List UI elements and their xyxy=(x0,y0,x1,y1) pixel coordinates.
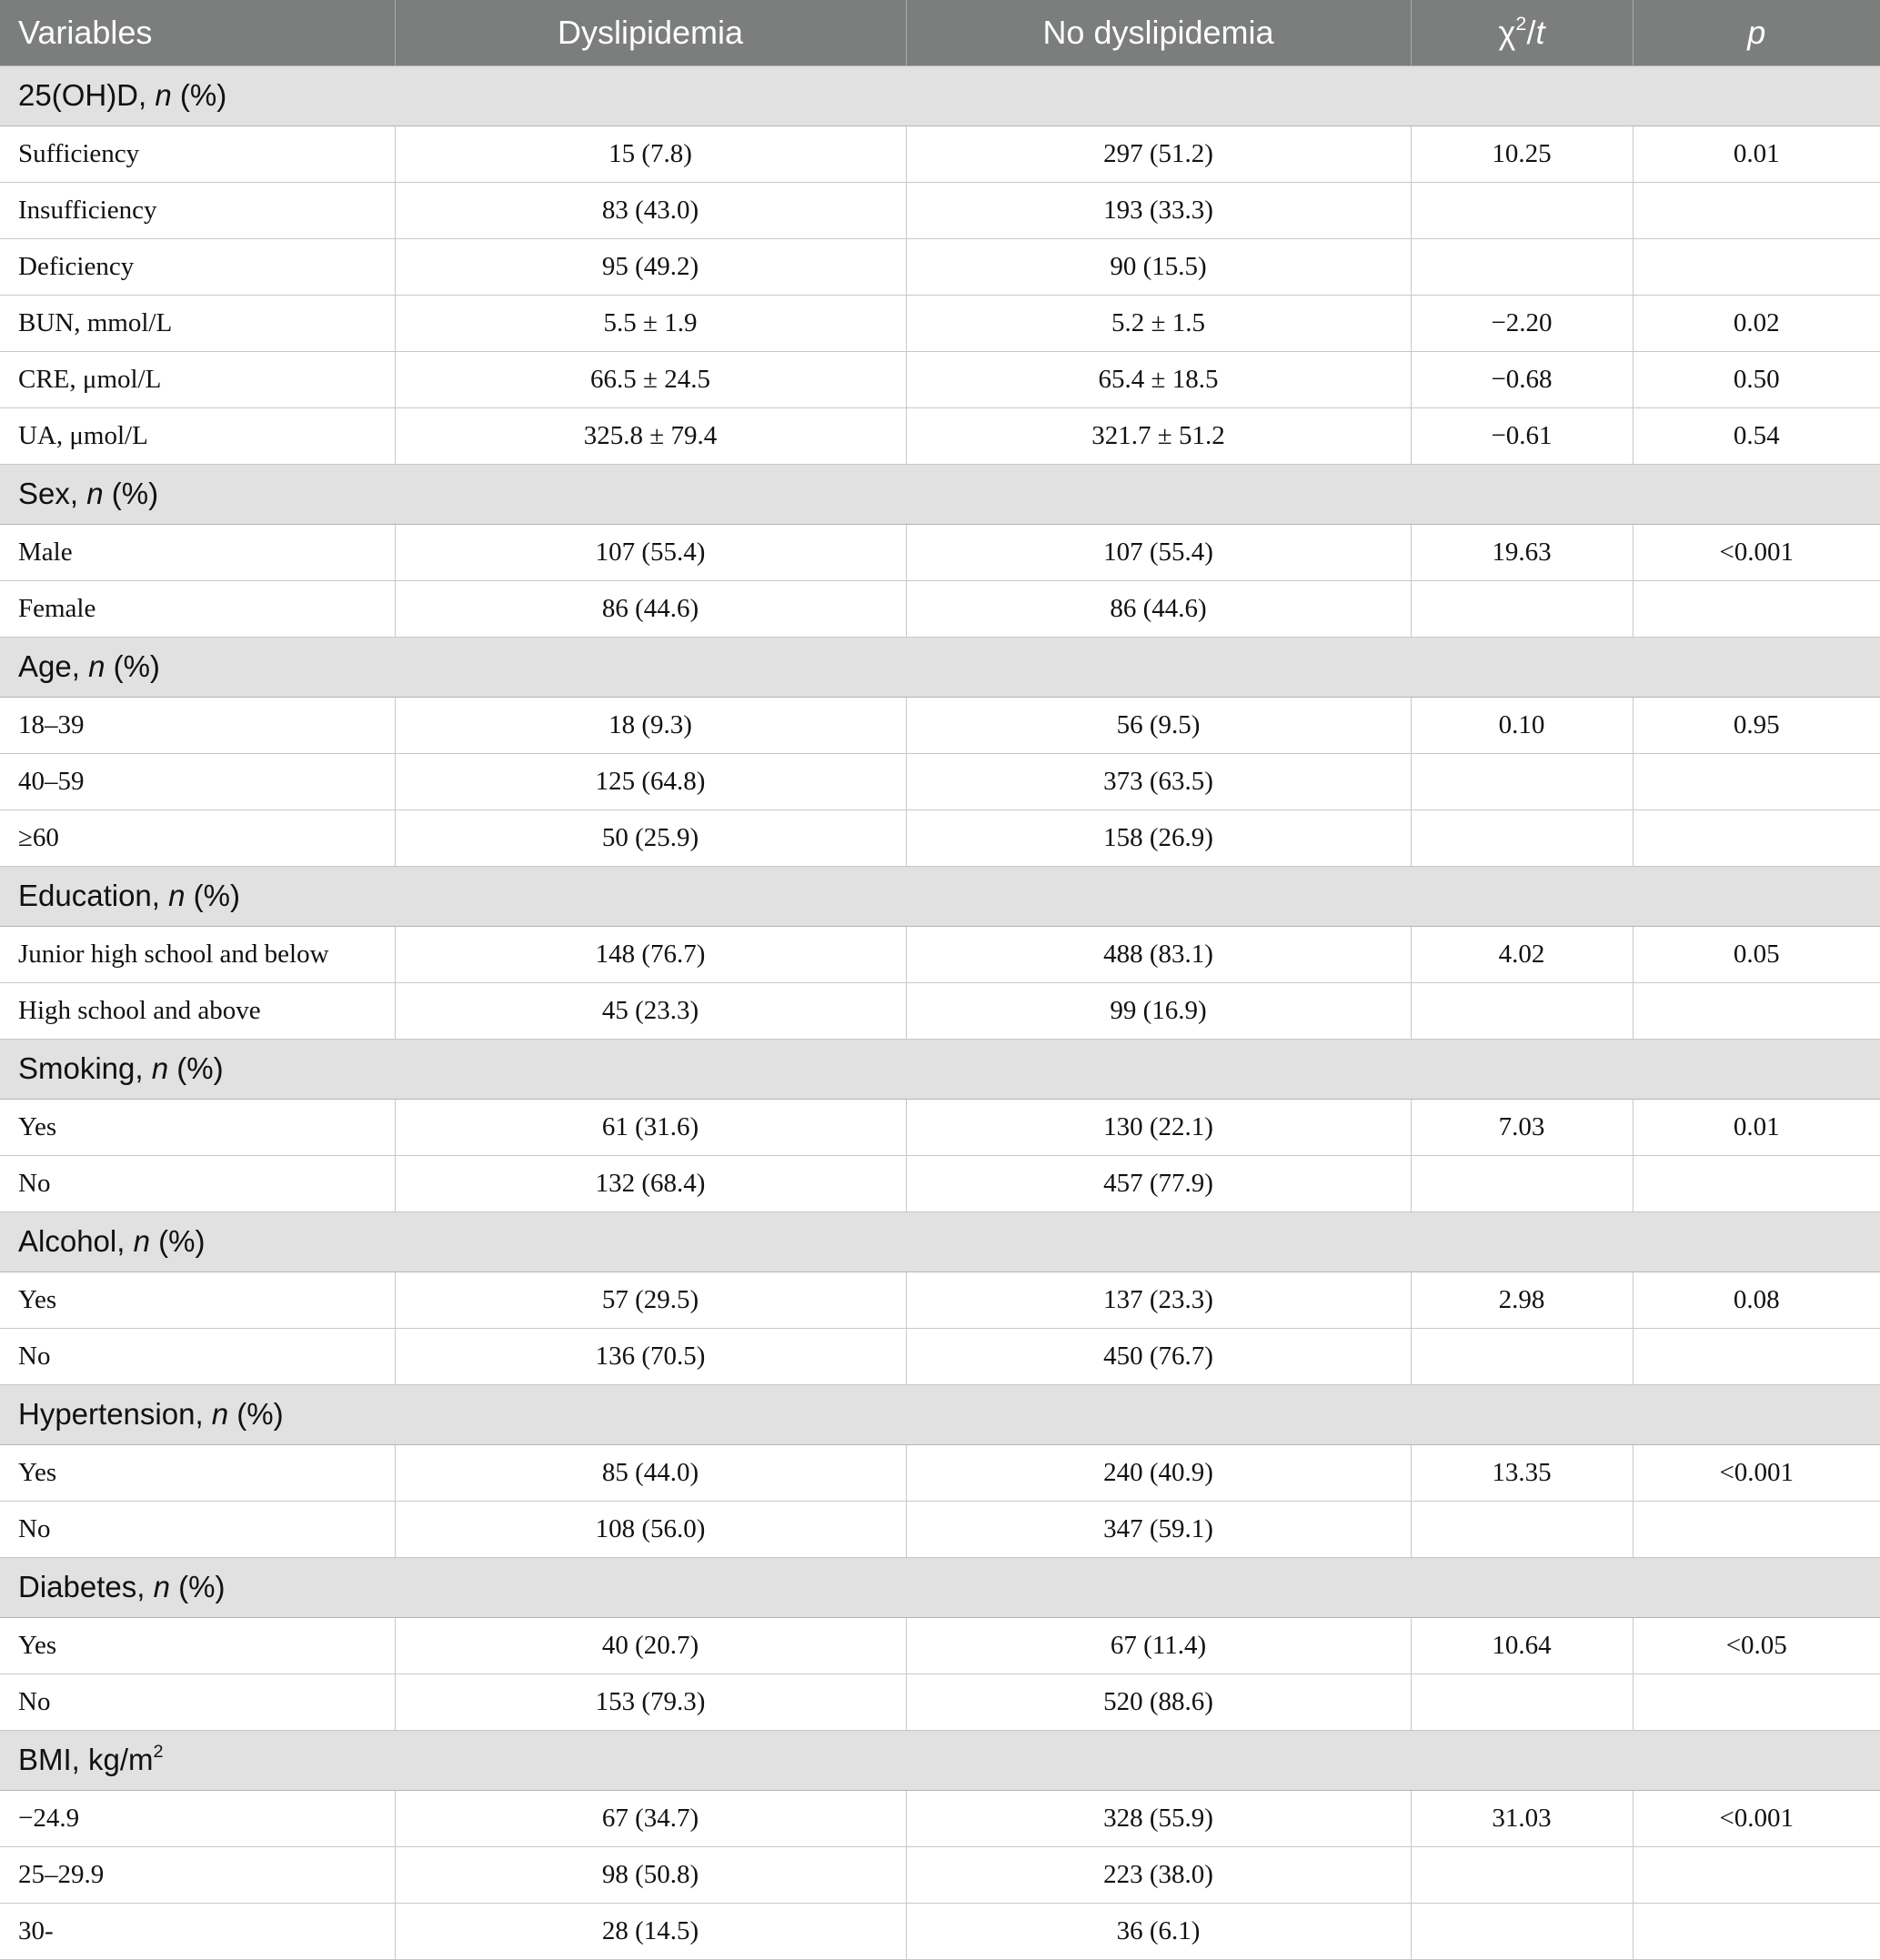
group-row-diabetes xyxy=(0,1557,1880,1617)
group-pct: (%) xyxy=(169,1570,226,1603)
cell-dyslipidemia: 98 (50.8) xyxy=(395,1846,906,1903)
cell-p-value xyxy=(1633,1846,1880,1903)
table-row xyxy=(0,580,1880,637)
cell-statistic: 0.10 xyxy=(1411,697,1633,753)
cell-statistic: 7.03 xyxy=(1411,1099,1633,1155)
table-row xyxy=(0,407,1880,464)
cell-variable: No xyxy=(0,1328,395,1384)
cell-p-value xyxy=(1633,1155,1880,1211)
header-row xyxy=(0,0,1880,65)
cell-p-value: 0.08 xyxy=(1633,1271,1880,1328)
cell-statistic: 10.25 xyxy=(1411,126,1633,182)
group-pct: (%) xyxy=(185,879,240,912)
group-text: 25(OH)D, xyxy=(18,78,156,112)
group-pct: (%) xyxy=(171,78,227,112)
cell-no-dyslipidemia: 457 (77.9) xyxy=(906,1155,1411,1211)
table-row xyxy=(0,1903,1880,1959)
table-row xyxy=(0,1328,1880,1384)
cell-variable: Insufficiency xyxy=(0,182,395,238)
group-label xyxy=(0,1557,1880,1617)
cell-variable: UA, μmol/L xyxy=(0,407,395,464)
cell-no-dyslipidemia: 328 (55.9) xyxy=(906,1790,1411,1846)
cell-no-dyslipidemia: 520 (88.6) xyxy=(906,1674,1411,1730)
cell-no-dyslipidemia: 193 (33.3) xyxy=(906,182,1411,238)
cell-statistic: 19.63 xyxy=(1411,524,1633,580)
group-row-bmi xyxy=(0,1730,1880,1790)
cell-variable: Deficiency xyxy=(0,238,395,295)
group-label xyxy=(0,464,1880,524)
chi-superscript: 2 xyxy=(1515,11,1527,35)
cell-variable: 30- xyxy=(0,1903,395,1959)
cell-p-value xyxy=(1633,580,1880,637)
group-label xyxy=(0,1039,1880,1099)
cell-p-value: <0.05 xyxy=(1633,1617,1880,1674)
cell-no-dyslipidemia: 373 (63.5) xyxy=(906,753,1411,809)
cell-statistic xyxy=(1411,1674,1633,1730)
group-n: n xyxy=(133,1224,150,1258)
cell-no-dyslipidemia: 297 (51.2) xyxy=(906,126,1411,182)
cell-variable: Male xyxy=(0,524,395,580)
table-row xyxy=(0,1099,1880,1155)
cell-no-dyslipidemia: 5.2 ± 1.5 xyxy=(906,295,1411,351)
cell-statistic xyxy=(1411,1501,1633,1557)
table-row xyxy=(0,1846,1880,1903)
cell-statistic xyxy=(1411,753,1633,809)
cell-dyslipidemia: 57 (29.5) xyxy=(395,1271,906,1328)
cell-variable: 18–39 xyxy=(0,697,395,753)
cell-p-value: 0.50 xyxy=(1633,351,1880,407)
cell-p-value xyxy=(1633,982,1880,1039)
cell-variable: No xyxy=(0,1501,395,1557)
cell-statistic xyxy=(1411,1846,1633,1903)
cell-dyslipidemia: 66.5 ± 24.5 xyxy=(395,351,906,407)
cell-p-value: 0.95 xyxy=(1633,697,1880,753)
cell-no-dyslipidemia: 90 (15.5) xyxy=(906,238,1411,295)
cell-statistic: 13.35 xyxy=(1411,1444,1633,1501)
cell-p-value xyxy=(1633,1674,1880,1730)
cell-p-value xyxy=(1633,238,1880,295)
cell-statistic: −0.61 xyxy=(1411,407,1633,464)
cell-dyslipidemia: 28 (14.5) xyxy=(395,1903,906,1959)
group-n: n xyxy=(168,879,186,912)
cell-variable: No xyxy=(0,1674,395,1730)
cell-dyslipidemia: 136 (70.5) xyxy=(395,1328,906,1384)
group-row-alcohol xyxy=(0,1211,1880,1271)
cell-no-dyslipidemia: 130 (22.1) xyxy=(906,1099,1411,1155)
group-pct: (%) xyxy=(149,1224,206,1258)
group-label xyxy=(0,65,1880,126)
group-text: BMI, kg/m xyxy=(18,1743,154,1776)
cell-no-dyslipidemia: 488 (83.1) xyxy=(906,926,1411,982)
cell-dyslipidemia: 85 (44.0) xyxy=(395,1444,906,1501)
cell-statistic: −2.20 xyxy=(1411,295,1633,351)
cell-dyslipidemia: 83 (43.0) xyxy=(395,182,906,238)
cell-statistic xyxy=(1411,1328,1633,1384)
cell-statistic: −0.68 xyxy=(1411,351,1633,407)
cell-statistic: 4.02 xyxy=(1411,926,1633,982)
cell-dyslipidemia: 95 (49.2) xyxy=(395,238,906,295)
cell-p-value: 0.02 xyxy=(1633,295,1880,351)
t-symbol: t xyxy=(1535,13,1545,51)
table-row xyxy=(0,351,1880,407)
group-row-sex xyxy=(0,464,1880,524)
cell-dyslipidemia: 18 (9.3) xyxy=(395,697,906,753)
table-row xyxy=(0,1501,1880,1557)
chi-symbol: χ xyxy=(1498,13,1516,51)
cell-no-dyslipidemia: 347 (59.1) xyxy=(906,1501,1411,1557)
group-row-education xyxy=(0,866,1880,926)
cell-dyslipidemia: 61 (31.6) xyxy=(395,1099,906,1155)
group-text: Age, xyxy=(18,649,89,683)
cell-dyslipidemia: 153 (79.3) xyxy=(395,1674,906,1730)
cell-no-dyslipidemia: 158 (26.9) xyxy=(906,809,1411,866)
group-text: Hypertension, xyxy=(18,1397,212,1431)
cell-dyslipidemia: 132 (68.4) xyxy=(395,1155,906,1211)
cell-variable: CRE, μmol/L xyxy=(0,351,395,407)
group-row-smoking xyxy=(0,1039,1880,1099)
group-label xyxy=(0,866,1880,926)
cell-statistic: 31.03 xyxy=(1411,1790,1633,1846)
cell-variable: ≥60 xyxy=(0,809,395,866)
cell-p-value: 0.01 xyxy=(1633,126,1880,182)
cell-no-dyslipidemia: 240 (40.9) xyxy=(906,1444,1411,1501)
cell-statistic xyxy=(1411,238,1633,295)
cell-variable: Yes xyxy=(0,1271,395,1328)
table-row xyxy=(0,697,1880,753)
cell-p-value xyxy=(1633,1328,1880,1384)
cell-p-value xyxy=(1633,182,1880,238)
group-superscript: 2 xyxy=(153,1742,164,1763)
cell-statistic: 10.64 xyxy=(1411,1617,1633,1674)
cell-p-value: 0.01 xyxy=(1633,1099,1880,1155)
cell-p-value xyxy=(1633,809,1880,866)
cell-no-dyslipidemia: 137 (23.3) xyxy=(906,1271,1411,1328)
cell-no-dyslipidemia: 223 (38.0) xyxy=(906,1846,1411,1903)
cell-variable: High school and above xyxy=(0,982,395,1039)
group-label xyxy=(0,1384,1880,1444)
cell-p-value xyxy=(1633,1501,1880,1557)
table-row xyxy=(0,238,1880,295)
group-n: n xyxy=(211,1397,229,1431)
cell-variable: Yes xyxy=(0,1444,395,1501)
table-row xyxy=(0,524,1880,580)
cell-p-value: 0.05 xyxy=(1633,926,1880,982)
table-row xyxy=(0,753,1880,809)
group-n: n xyxy=(151,1051,169,1085)
cell-variable: BUN, mmol/L xyxy=(0,295,395,351)
cell-dyslipidemia: 125 (64.8) xyxy=(395,753,906,809)
table-row xyxy=(0,1155,1880,1211)
cell-dyslipidemia: 15 (7.8) xyxy=(395,126,906,182)
table-row xyxy=(0,1617,1880,1674)
cell-variable: 25–29.9 xyxy=(0,1846,395,1903)
cell-statistic xyxy=(1411,1155,1633,1211)
cell-variable: Junior high school and below xyxy=(0,926,395,982)
group-row-age xyxy=(0,637,1880,697)
cell-statistic xyxy=(1411,182,1633,238)
group-pct: (%) xyxy=(168,1051,224,1085)
table-row xyxy=(0,295,1880,351)
chi-slash: / xyxy=(1526,13,1536,51)
cell-dyslipidemia: 148 (76.7) xyxy=(395,926,906,982)
cell-dyslipidemia: 108 (56.0) xyxy=(395,1501,906,1557)
group-pct: (%) xyxy=(103,477,159,510)
group-text: Sex, xyxy=(18,477,87,510)
table-row xyxy=(0,809,1880,866)
group-n: n xyxy=(155,78,172,112)
cell-dyslipidemia: 5.5 ± 1.9 xyxy=(395,295,906,351)
cell-no-dyslipidemia: 56 (9.5) xyxy=(906,697,1411,753)
cell-no-dyslipidemia: 67 (11.4) xyxy=(906,1617,1411,1674)
cell-p-value: 0.54 xyxy=(1633,407,1880,464)
group-pct: (%) xyxy=(105,649,160,683)
group-text: Diabetes, xyxy=(18,1570,154,1603)
cell-p-value xyxy=(1633,753,1880,809)
cell-no-dyslipidemia: 321.7 ± 51.2 xyxy=(906,407,1411,464)
cell-p-value: <0.001 xyxy=(1633,524,1880,580)
header-chi-square-t xyxy=(1411,0,1633,65)
group-label xyxy=(0,1730,1880,1790)
group-n: n xyxy=(153,1570,170,1603)
table-row xyxy=(0,982,1880,1039)
table-row xyxy=(0,926,1880,982)
cell-variable: 40–59 xyxy=(0,753,395,809)
cell-variable: −24.9 xyxy=(0,1790,395,1846)
header-variables: Variables xyxy=(0,0,395,65)
table-row xyxy=(0,1444,1880,1501)
cell-p-value xyxy=(1633,1903,1880,1959)
group-pct: (%) xyxy=(228,1397,284,1431)
group-row-vitamin-d xyxy=(0,65,1880,126)
cell-no-dyslipidemia: 107 (55.4) xyxy=(906,524,1411,580)
cell-statistic: 2.98 xyxy=(1411,1271,1633,1328)
cell-statistic xyxy=(1411,809,1633,866)
group-text: Education, xyxy=(18,879,169,912)
table-row xyxy=(0,1790,1880,1846)
group-row-hypertension xyxy=(0,1384,1880,1444)
cell-statistic xyxy=(1411,580,1633,637)
group-label xyxy=(0,1211,1880,1271)
table-row xyxy=(0,1674,1880,1730)
cell-dyslipidemia: 67 (34.7) xyxy=(395,1790,906,1846)
cell-p-value: <0.001 xyxy=(1633,1444,1880,1501)
table-row xyxy=(0,182,1880,238)
cell-no-dyslipidemia: 36 (6.1) xyxy=(906,1903,1411,1959)
cell-no-dyslipidemia: 86 (44.6) xyxy=(906,580,1411,637)
group-text: Alcohol, xyxy=(18,1224,134,1258)
header-p: p xyxy=(1633,0,1880,65)
cell-dyslipidemia: 86 (44.6) xyxy=(395,580,906,637)
cell-variable: Female xyxy=(0,580,395,637)
table-row xyxy=(0,126,1880,182)
cell-dyslipidemia: 40 (20.7) xyxy=(395,1617,906,1674)
cell-p-value: <0.001 xyxy=(1633,1790,1880,1846)
cell-dyslipidemia: 107 (55.4) xyxy=(395,524,906,580)
cell-variable: No xyxy=(0,1155,395,1211)
group-n: n xyxy=(86,477,104,510)
cell-statistic xyxy=(1411,1903,1633,1959)
cell-variable: Sufficiency xyxy=(0,126,395,182)
cell-dyslipidemia: 45 (23.3) xyxy=(395,982,906,1039)
header-dyslipidemia: Dyslipidemia xyxy=(395,0,906,65)
cell-dyslipidemia: 50 (25.9) xyxy=(395,809,906,866)
cell-no-dyslipidemia: 450 (76.7) xyxy=(906,1328,1411,1384)
group-text: Smoking, xyxy=(18,1051,152,1085)
group-label xyxy=(0,637,1880,697)
header-no-dyslipidemia: No dyslipidemia xyxy=(906,0,1411,65)
group-n: n xyxy=(88,649,106,683)
cell-variable: Yes xyxy=(0,1617,395,1674)
cell-statistic xyxy=(1411,982,1633,1039)
cell-dyslipidemia: 325.8 ± 79.4 xyxy=(395,407,906,464)
cell-variable: Yes xyxy=(0,1099,395,1155)
cell-no-dyslipidemia: 65.4 ± 18.5 xyxy=(906,351,1411,407)
table-row xyxy=(0,1271,1880,1328)
cell-no-dyslipidemia: 99 (16.9) xyxy=(906,982,1411,1039)
